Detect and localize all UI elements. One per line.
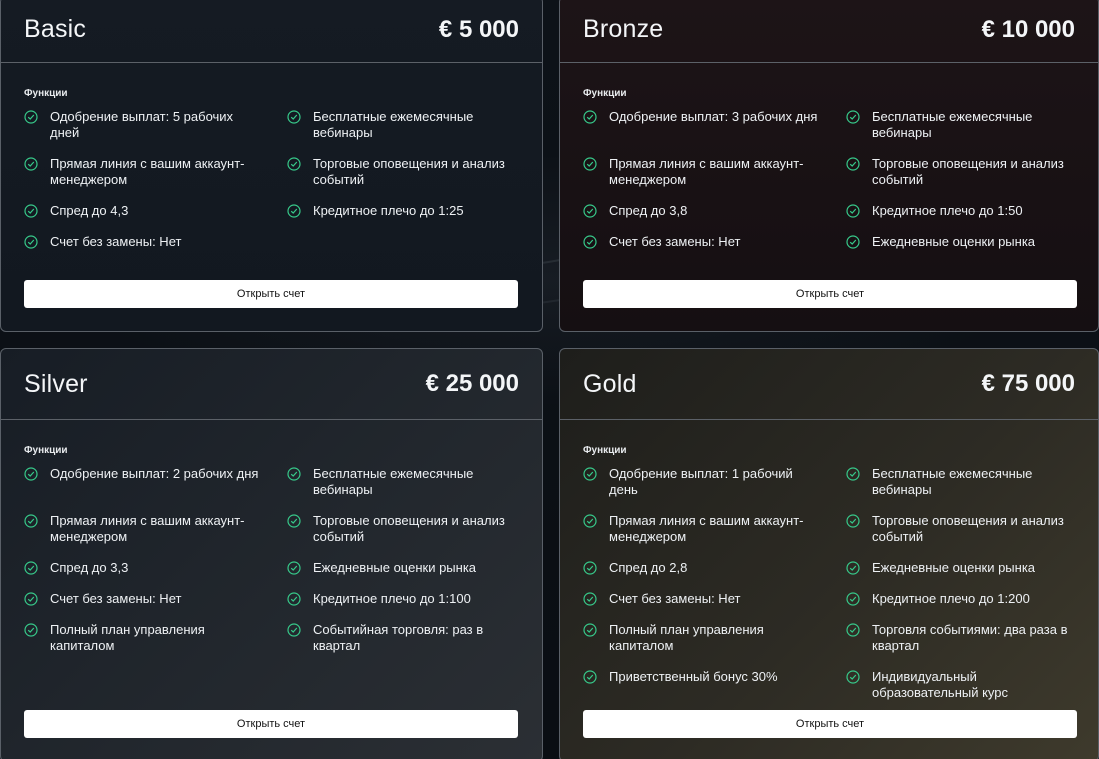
feature-item <box>287 513 517 560</box>
card-body <box>560 420 1098 716</box>
feature-item <box>846 203 1076 234</box>
check-circle-icon <box>24 561 38 575</box>
feature-text: Спред до 2,8 <box>609 560 688 575</box>
plan-price: € 5 000 <box>438 15 519 43</box>
open-account-button[interactable]: Открыть счет <box>24 710 518 738</box>
check-circle-icon <box>846 623 860 637</box>
check-circle-icon <box>287 561 301 575</box>
feature-text: Спред до 4,3 <box>50 203 129 218</box>
check-circle-icon <box>583 623 597 637</box>
check-circle-icon <box>846 110 860 124</box>
feature-item <box>846 560 1076 591</box>
feature-text: Кредитное плечо до 1:50 <box>872 203 1023 218</box>
card-header <box>560 0 1098 63</box>
features-label: Функции <box>24 88 68 99</box>
check-circle-icon <box>24 157 38 171</box>
feature-item <box>583 234 846 265</box>
feature-item <box>583 513 846 560</box>
plan-title: Bronze <box>583 15 664 43</box>
feature-text: Прямая линия с вашим аккаунт-менеджером <box>50 156 245 187</box>
check-circle-icon <box>583 467 597 481</box>
card-header <box>1 0 542 63</box>
plan-price: € 25 000 <box>425 370 519 397</box>
open-account-button[interactable]: Открыть счет <box>24 280 518 308</box>
plan-card-basic <box>0 0 543 332</box>
check-circle-icon <box>287 110 301 124</box>
check-circle-icon <box>583 670 597 684</box>
check-circle-icon <box>583 110 597 124</box>
feature-text: Прямая линия с вашим аккаунт-менеджером <box>609 156 804 187</box>
check-circle-icon <box>287 204 301 218</box>
feature-text: Кредитное плечо до 1:200 <box>872 591 1030 606</box>
feature-text: Одобрение выплат: 1 рабочий день <box>609 466 793 497</box>
check-circle-icon <box>287 592 301 606</box>
feature-item <box>846 109 1076 156</box>
plan-title: Gold <box>583 369 637 398</box>
check-circle-icon <box>24 204 38 218</box>
check-circle-icon <box>24 623 38 637</box>
feature-list <box>583 466 1075 716</box>
check-circle-icon <box>287 623 301 637</box>
card-body <box>560 63 1098 265</box>
plan-card-bronze <box>559 0 1099 332</box>
feature-item <box>846 669 1076 716</box>
check-circle-icon <box>846 670 860 684</box>
feature-item <box>287 109 517 156</box>
open-account-button[interactable]: Открыть счет <box>583 710 1077 738</box>
feature-text: Счет без замены: Нет <box>609 591 741 606</box>
check-circle-icon <box>583 561 597 575</box>
feature-text: Полный план управления капиталом <box>50 622 205 653</box>
feature-text: Событийная торговля: раз в квартал <box>313 622 484 653</box>
feature-text: Торговые оповещения и анализ событий <box>313 156 505 187</box>
card-header <box>560 349 1098 420</box>
feature-text: Спред до 3,3 <box>50 560 129 575</box>
feature-item <box>846 234 1076 265</box>
check-circle-icon <box>24 467 38 481</box>
feature-item <box>583 560 846 591</box>
feature-text: Одобрение выплат: 5 рабочих дней <box>50 109 234 140</box>
plan-card-gold <box>559 348 1099 759</box>
feature-item <box>846 591 1076 622</box>
features-label: Функции <box>24 445 68 456</box>
feature-text: Одобрение выплат: 2 рабочих дня <box>50 466 259 481</box>
feature-text: Торговые оповещения и анализ событий <box>313 513 505 544</box>
feature-item <box>846 156 1076 203</box>
check-circle-icon <box>24 514 38 528</box>
feature-text: Кредитное плечо до 1:25 <box>313 203 464 218</box>
check-circle-icon <box>846 592 860 606</box>
feature-item <box>24 109 287 156</box>
plan-title: Basic <box>24 15 87 43</box>
features-label: Функции <box>583 445 627 456</box>
plan-card-silver <box>0 348 543 759</box>
feature-item <box>583 466 846 513</box>
check-circle-icon <box>287 467 301 481</box>
feature-text: Спред до 3,8 <box>609 203 688 218</box>
check-circle-icon <box>287 157 301 171</box>
feature-item <box>24 234 287 265</box>
feature-item <box>287 622 517 669</box>
feature-item <box>583 622 846 669</box>
feature-item <box>24 591 287 622</box>
feature-text: Кредитное плечо до 1:100 <box>313 591 471 606</box>
check-circle-icon <box>583 204 597 218</box>
feature-item <box>846 513 1076 560</box>
feature-item <box>24 622 287 669</box>
feature-list <box>583 109 1075 265</box>
feature-text: Торговые оповещения и анализ событий <box>872 156 1064 187</box>
feature-item <box>287 591 517 622</box>
check-circle-icon <box>846 204 860 218</box>
feature-text: Полный план управления капиталом <box>609 622 764 653</box>
check-circle-icon <box>583 157 597 171</box>
feature-list <box>24 109 519 265</box>
feature-text: Одобрение выплат: 3 рабочих дня <box>609 109 818 124</box>
feature-text: Ежедневные оценки рынка <box>313 560 477 575</box>
feature-text: Торговля событиями: два раза в квартал <box>872 622 1068 653</box>
feature-item <box>846 622 1076 669</box>
feature-text: Приветственный бонус 30% <box>609 669 778 684</box>
check-circle-icon <box>287 514 301 528</box>
check-circle-icon <box>583 235 597 249</box>
check-circle-icon <box>583 514 597 528</box>
feature-text: Бесплатные ежемесячные вебинары <box>872 109 1033 140</box>
feature-text: Индивидуальный образовательный курс <box>872 669 1009 700</box>
feature-item <box>583 109 846 156</box>
check-circle-icon <box>846 467 860 481</box>
check-circle-icon <box>24 235 38 249</box>
check-circle-icon <box>24 592 38 606</box>
check-circle-icon <box>846 235 860 249</box>
feature-item <box>24 203 287 234</box>
feature-text: Бесплатные ежемесячные вебинары <box>872 466 1033 497</box>
feature-item <box>846 466 1076 513</box>
feature-item <box>24 156 287 203</box>
feature-list <box>24 466 519 669</box>
feature-text: Прямая линия с вашим аккаунт-менеджером <box>609 513 804 544</box>
check-circle-icon <box>583 592 597 606</box>
feature-item <box>583 591 846 622</box>
feature-text: Ежедневные оценки рынка <box>872 234 1036 249</box>
feature-text: Счет без замены: Нет <box>50 591 182 606</box>
feature-text: Счет без замены: Нет <box>50 234 182 249</box>
feature-item <box>583 669 846 716</box>
feature-text: Ежедневные оценки рынка <box>872 560 1036 575</box>
feature-item <box>287 560 517 591</box>
features-label: Функции <box>583 88 627 99</box>
check-circle-icon <box>846 157 860 171</box>
feature-text: Счет без замены: Нет <box>609 234 741 249</box>
check-circle-icon <box>24 110 38 124</box>
plan-price: € 10 000 <box>981 15 1075 43</box>
feature-text: Торговые оповещения и анализ событий <box>872 513 1064 544</box>
feature-item <box>287 203 517 234</box>
plan-price: € 75 000 <box>981 370 1075 397</box>
feature-item <box>583 203 846 234</box>
feature-item <box>583 156 846 203</box>
feature-item <box>24 560 287 591</box>
feature-item <box>24 513 287 560</box>
check-circle-icon <box>846 561 860 575</box>
feature-item <box>287 466 517 513</box>
check-circle-icon <box>846 514 860 528</box>
open-account-button[interactable]: Открыть счет <box>583 280 1077 308</box>
card-header <box>1 349 542 420</box>
card-body <box>1 420 542 669</box>
feature-text: Бесплатные ежемесячные вебинары <box>313 466 474 497</box>
feature-text: Прямая линия с вашим аккаунт-менеджером <box>50 513 245 544</box>
feature-item <box>287 156 517 203</box>
feature-item <box>24 466 287 513</box>
card-body <box>1 63 542 265</box>
feature-text: Бесплатные ежемесячные вебинары <box>313 109 474 140</box>
plan-title: Silver <box>24 369 88 398</box>
